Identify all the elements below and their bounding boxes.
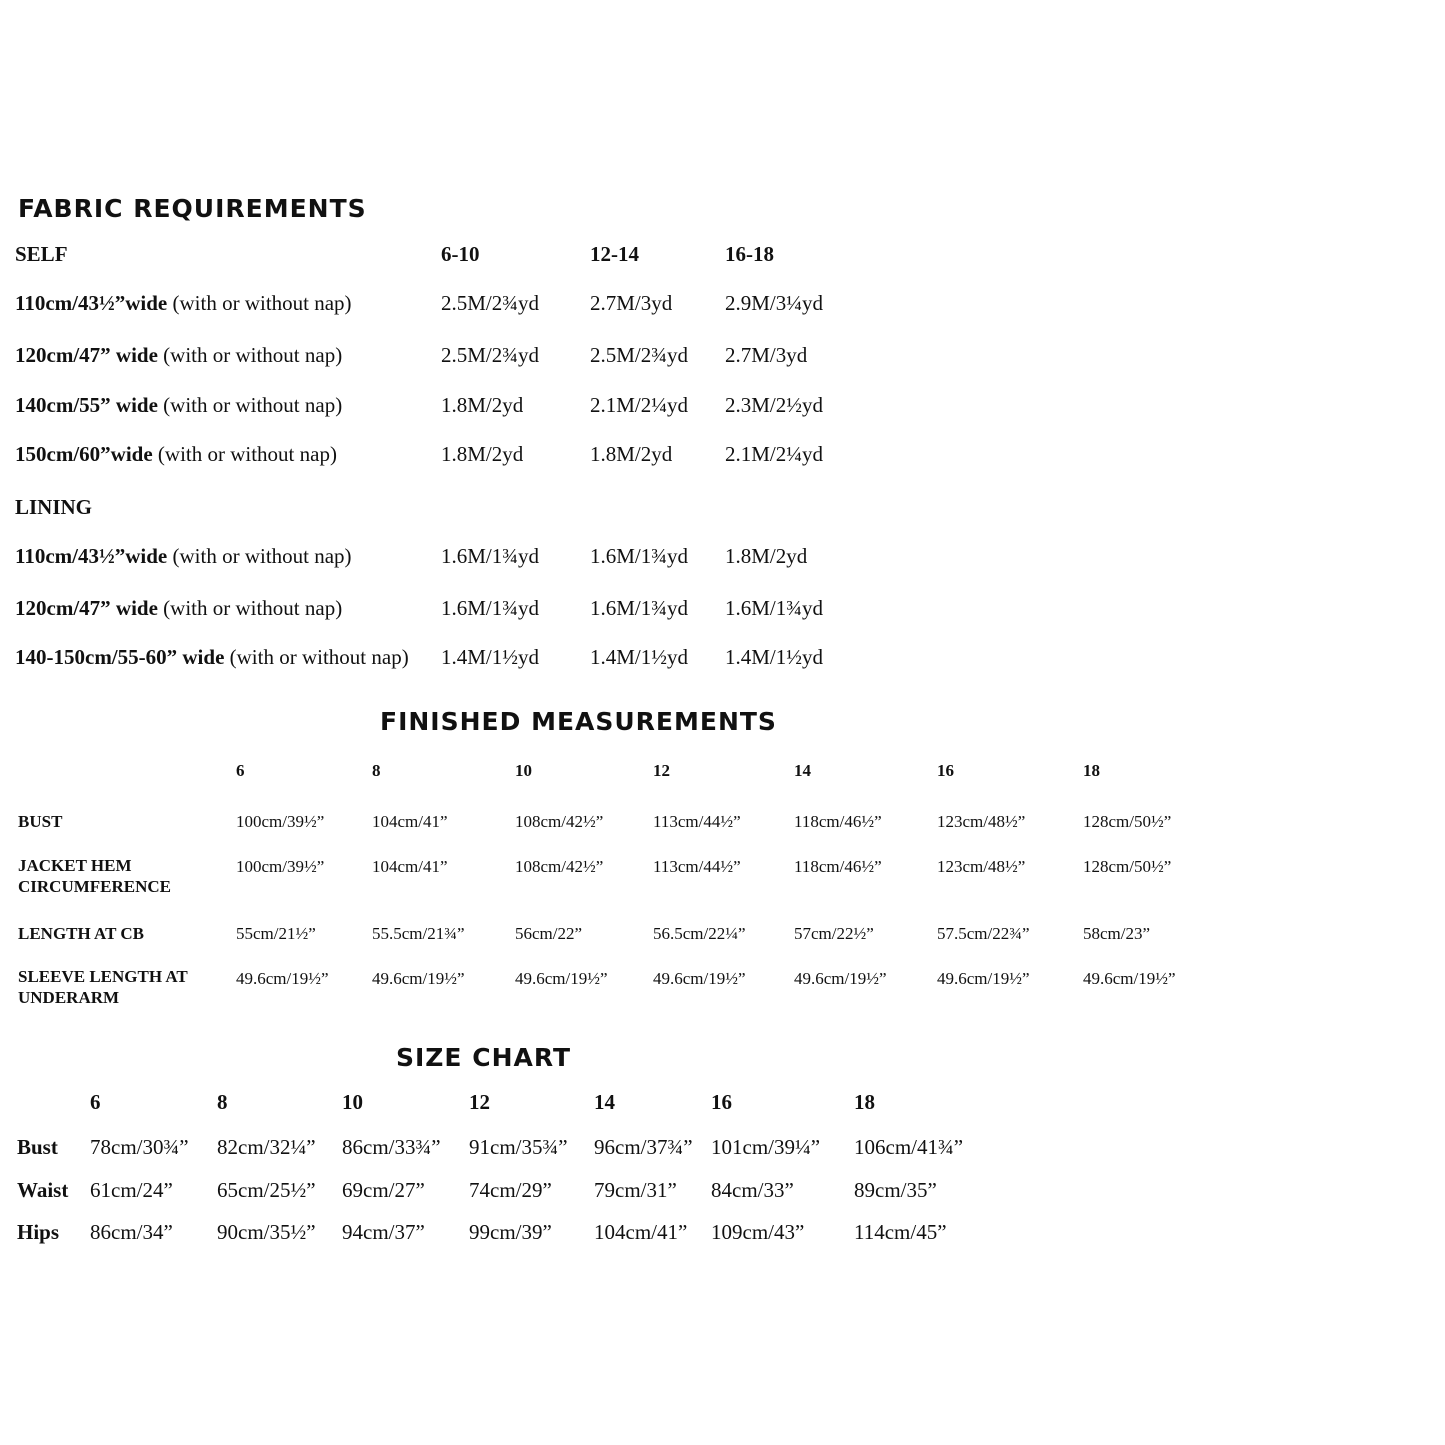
fm-value: 108cm/42½” [515, 857, 604, 876]
sc-size-header: 10 [342, 1090, 363, 1114]
fm-value: 118cm/46½” [794, 857, 882, 876]
fm-size-header: 8 [372, 761, 381, 780]
fabric-size-header: 16-18 [725, 242, 774, 266]
sc-value: 96cm/37¾” [594, 1135, 693, 1159]
fabric-amount: 2.1M/2¼yd [725, 442, 824, 466]
fm-value: 49.6cm/19½” [937, 969, 1030, 988]
fabric-amount: 1.6M/1¾yd [441, 596, 540, 620]
fm-row-label: LENGTH AT CB [18, 924, 144, 943]
sc-value: 90cm/35½” [217, 1220, 316, 1244]
fabric-amount: 1.6M/1¾yd [725, 596, 824, 620]
fabric-amount: 2.5M/2¾yd [441, 291, 540, 315]
sc-value: 94cm/37” [342, 1220, 425, 1244]
size-chart-title: SIZE CHART [396, 1043, 572, 1072]
fabric-amount: 2.5M/2¾yd [441, 343, 540, 367]
sc-size-header: 14 [594, 1090, 615, 1114]
sc-value: 86cm/33¾” [342, 1135, 441, 1159]
sc-value: 61cm/24” [90, 1178, 173, 1202]
fabric-width: 140-150cm/55-60” wide [15, 645, 225, 669]
sc-row-label: Bust [17, 1135, 58, 1159]
fabric-nap-note: (with or without nap) [163, 596, 343, 620]
lining-label: LINING [15, 495, 93, 519]
sc-size-header: 12 [469, 1090, 490, 1114]
sc-value: 114cm/45” [854, 1220, 947, 1244]
fabric-amount: 1.4M/1½yd [590, 645, 689, 669]
sc-value: 78cm/30¾” [90, 1135, 189, 1159]
fabric-row-label [15, 345, 342, 366]
sc-row-label: Hips [17, 1220, 60, 1244]
fabric-amount: 1.6M/1¾yd [590, 544, 689, 568]
fm-value: 57.5cm/22¾” [937, 924, 1030, 943]
sc-value: 86cm/34” [90, 1220, 173, 1244]
fm-value: 55.5cm/21¾” [372, 924, 465, 943]
fabric-row-label [15, 395, 342, 416]
fabric-amount: 2.7M/3yd [590, 291, 673, 315]
fm-value: 58cm/23” [1083, 924, 1151, 943]
fabric-nap-note: (with or without nap) [163, 343, 343, 367]
sc-value: 106cm/41¾” [854, 1135, 964, 1159]
fm-size-header: 14 [794, 761, 811, 780]
fabric-amount: 1.6M/1¾yd [590, 596, 689, 620]
fabric-amount: 1.8M/2yd [590, 442, 673, 466]
fabric-amount: 2.3M/2½yd [725, 393, 824, 417]
fabric-width: 110cm/43½”wide [15, 291, 168, 315]
fm-value: 56cm/22” [515, 924, 583, 943]
fm-value: 57cm/22½” [794, 924, 874, 943]
fm-value: 100cm/39½” [236, 812, 325, 831]
fabric-row-label [15, 598, 342, 619]
fabric-amount: 1.8M/2yd [441, 442, 524, 466]
fm-value: 100cm/39½” [236, 857, 325, 876]
fabric-size-header: 12-14 [590, 242, 639, 266]
sc-value: 82cm/32¼” [217, 1135, 316, 1159]
fabric-amount: 1.4M/1½yd [725, 645, 824, 669]
fabric-amount: 2.9M/3¼yd [725, 291, 824, 315]
fabric-amount: 2.5M/2¾yd [590, 343, 689, 367]
finished-measurements-title: FINISHED MEASUREMENTS [380, 707, 777, 736]
sc-value: 104cm/41” [594, 1220, 688, 1244]
fm-value: 113cm/44½” [653, 857, 741, 876]
sc-value: 89cm/35” [854, 1178, 937, 1202]
fm-value: 123cm/48½” [937, 812, 1026, 831]
sc-size-header: 18 [854, 1090, 875, 1114]
fabric-row-label [15, 293, 352, 314]
fabric-nap-note: (with or without nap) [229, 645, 409, 669]
fabric-row-label [15, 444, 337, 465]
fm-size-header: 16 [937, 761, 954, 780]
sc-row-label: Waist [17, 1178, 69, 1202]
self-label: SELF [15, 242, 68, 266]
fabric-amount: 2.1M/2¼yd [590, 393, 689, 417]
sc-value: 109cm/43” [711, 1220, 805, 1244]
fm-value: 108cm/42½” [515, 812, 604, 831]
fm-value: 123cm/48½” [937, 857, 1026, 876]
fm-row-label [18, 855, 171, 897]
fm-row-label-line: JACKET HEM [18, 856, 132, 875]
fm-value: 49.6cm/19½” [372, 969, 465, 988]
fm-size-header: 6 [236, 761, 245, 780]
sc-value: 99cm/39” [469, 1220, 552, 1244]
fm-value: 113cm/44½” [653, 812, 741, 831]
fm-value: 104cm/41” [372, 857, 448, 876]
sc-value: 65cm/25½” [217, 1178, 316, 1202]
fabric-width: 110cm/43½”wide [15, 544, 168, 568]
fabric-amount: 1.8M/2yd [725, 544, 808, 568]
sc-value: 69cm/27” [342, 1178, 425, 1202]
fabric-amount: 1.6M/1¾yd [441, 544, 540, 568]
fm-row-label-line: SLEEVE LENGTH AT [18, 967, 188, 986]
fm-value: 49.6cm/19½” [653, 969, 746, 988]
fabric-nap-note: (with or without nap) [163, 393, 343, 417]
fm-value: 49.6cm/19½” [1083, 969, 1176, 988]
sc-value: 101cm/39¼” [711, 1135, 821, 1159]
fm-value: 118cm/46½” [794, 812, 882, 831]
fm-size-header: 10 [515, 761, 532, 780]
fabric-nap-note: (with or without nap) [172, 291, 352, 315]
fm-value: 128cm/50½” [1083, 857, 1172, 876]
fabric-size-header: 6-10 [441, 242, 480, 266]
fm-size-header: 12 [653, 761, 670, 780]
sc-size-header: 6 [90, 1090, 101, 1114]
fabric-width: 150cm/60”wide [15, 442, 153, 466]
fm-value: 104cm/41” [372, 812, 448, 831]
fm-value: 49.6cm/19½” [794, 969, 887, 988]
fabric-nap-note: (with or without nap) [172, 544, 352, 568]
fabric-row-label [15, 647, 409, 668]
fabric-amount: 1.4M/1½yd [441, 645, 540, 669]
sc-value: 84cm/33” [711, 1178, 794, 1202]
fabric-amount: 1.8M/2yd [441, 393, 524, 417]
sc-size-header: 8 [217, 1090, 228, 1114]
fm-row-label: BUST [18, 812, 63, 831]
fm-row-label [18, 966, 188, 1008]
fabric-width: 120cm/47” wide [15, 596, 158, 620]
fabric-requirements-title: FABRIC REQUIREMENTS [18, 194, 367, 223]
fabric-row-label [15, 546, 352, 567]
fm-row-label-line: CIRCUMFERENCE [18, 877, 171, 896]
fm-value: 56.5cm/22¼” [653, 924, 746, 943]
sc-size-header: 16 [711, 1090, 732, 1114]
fm-value: 55cm/21½” [236, 924, 316, 943]
fabric-nap-note: (with or without nap) [157, 442, 337, 466]
fm-value: 49.6cm/19½” [236, 969, 329, 988]
fabric-width: 140cm/55” wide [15, 393, 158, 417]
fm-value: 128cm/50½” [1083, 812, 1172, 831]
fabric-amount: 2.7M/3yd [725, 343, 808, 367]
sc-value: 74cm/29” [469, 1178, 552, 1202]
fabric-width: 120cm/47” wide [15, 343, 158, 367]
sc-value: 91cm/35¾” [469, 1135, 568, 1159]
fm-row-label-line: UNDERARM [18, 988, 120, 1007]
sc-value: 79cm/31” [594, 1178, 677, 1202]
fm-size-header: 18 [1083, 761, 1100, 780]
fm-value: 49.6cm/19½” [515, 969, 608, 988]
